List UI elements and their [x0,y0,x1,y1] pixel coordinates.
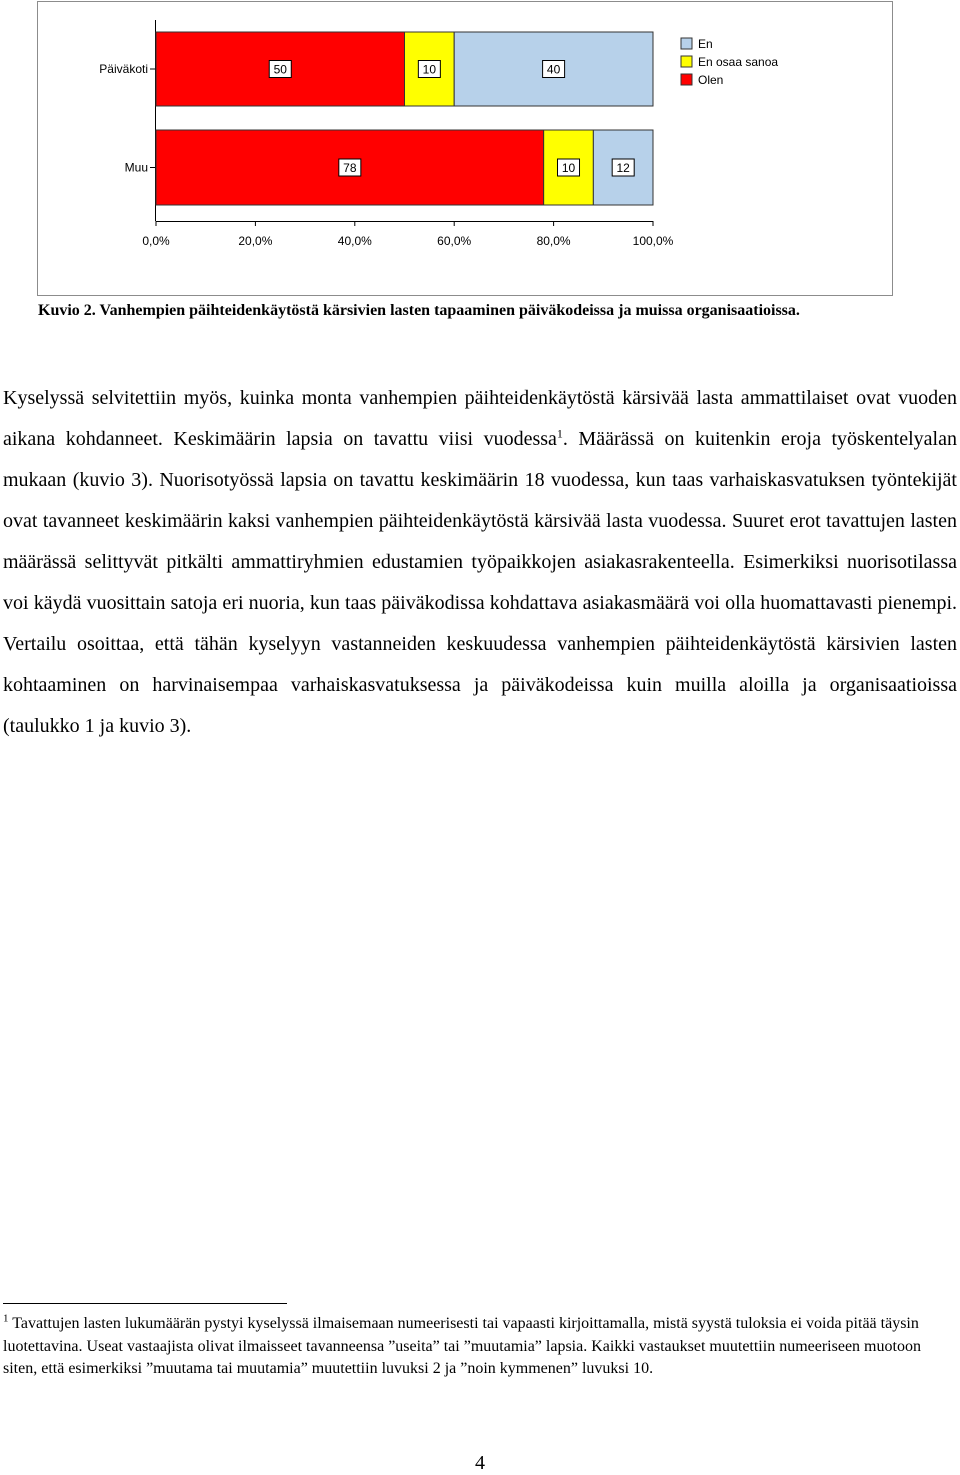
data-label: 78 [343,161,357,175]
x-tick-label: 100,0% [632,234,674,248]
body-text-part-2: . Määrässä on kuitenkin eroja työskentelyalan mukaan (kuvio 3). Nuorisotyössä lapsia on tavattu keskimäärin 18 vuodessa, kun taas varhaiskasvatuksen työntekijät ovat tavanneet keskimäärin kaksi vanhempien päihteidenkäytöstä kärsivää lasta vuodessa. Suuret erot tavattujen lasten määrässä selittyvät pitkälti ammattiryhmien edustamien työpaikkojen asiakasrakenteella. Esimerkiksi nuorisotilassa voi käydä vuosittain satoja eri nuoria, kun taas päiväkodissa kohdattava asiakasmäärä voi olla huomattavasti pienempi. Vertailu osoittaa, että tähän kyselyyn vastanneiden keskuudessa vanhempien päihteidenkäytöstä kärsivien lasten kohtaaminen on harvinaisempaa varhaiskasvatuksessa ja päiväkodeissa kuin muilla aloilla ja organisaatioissa (taulukko 1 ja kuvio 3). [3,428,957,737]
body-paragraph [3,378,957,747]
footnote-text: Tavattujen lasten lukumäärän pystyi kyselyssä ilmaisemaan numeerisesti tai vapaasti kirjoittamalla, mistä syystä tuloksia ei voida pitää täysin luotettavina. Useat vastaajista olivat ilmaisseet tavanneensa ”useita” tai ”muutamia” lapsia. Kaikki vastaukset muutettiin numeeriseen muotoon siten, että esimerkiksi ”muutama tai muutamia” muutettiin luvuksi 2 ja ”noin kymmenen” luvuksi 10. [3,1315,921,1377]
stacked-bar-chart [38,2,892,295]
legend-label-en: En [698,37,713,51]
data-label: 10 [561,161,576,175]
body-text-part-1: Kyselyssä selvitettiin myös, kuinka monta vanhempien päihteidenkäytöstä kärsivää lasta ammattilaiset ovat vuoden aikana kohdanneet. Keskimäärin lapsia on tavattu viisi vuodessa [3,387,957,450]
footnote-reference[interactable]: 1 [556,426,563,441]
x-tick-label: 20,0% [238,234,273,248]
footnote-separator [3,1303,287,1304]
page-number: 4 [475,1452,485,1474]
x-tick-label: 0,0% [142,234,170,248]
data-label: 50 [273,62,287,77]
legend-swatch-en-osaa-sanoa [681,56,692,67]
x-tick-label: 60,0% [437,234,472,248]
category-label-muu: Muu [124,160,148,175]
data-label: 10 [422,62,437,77]
footnote [3,1313,953,1381]
legend-swatch-olen [681,74,692,85]
chart-figure [37,1,893,296]
legend-label-en-osaa-sanoa: En osaa sanoa [698,55,779,69]
legend-swatch-en [681,38,692,49]
legend-label-olen: Olen [698,73,724,87]
x-tick-label: 80,0% [536,234,571,248]
data-label: 12 [616,161,630,175]
footnote-marker: 1 [3,1312,9,1325]
category-label-päiväkoti: Päiväkoti [99,62,148,76]
figure-caption: Kuvio 2. Vanhempien päihteidenkäytöstä kärsivien lasten tapaaminen päiväkodeissa ja muissa organisaatioissa. [38,302,800,319]
x-tick-label: 40,0% [337,234,372,248]
data-label: 40 [546,62,561,77]
